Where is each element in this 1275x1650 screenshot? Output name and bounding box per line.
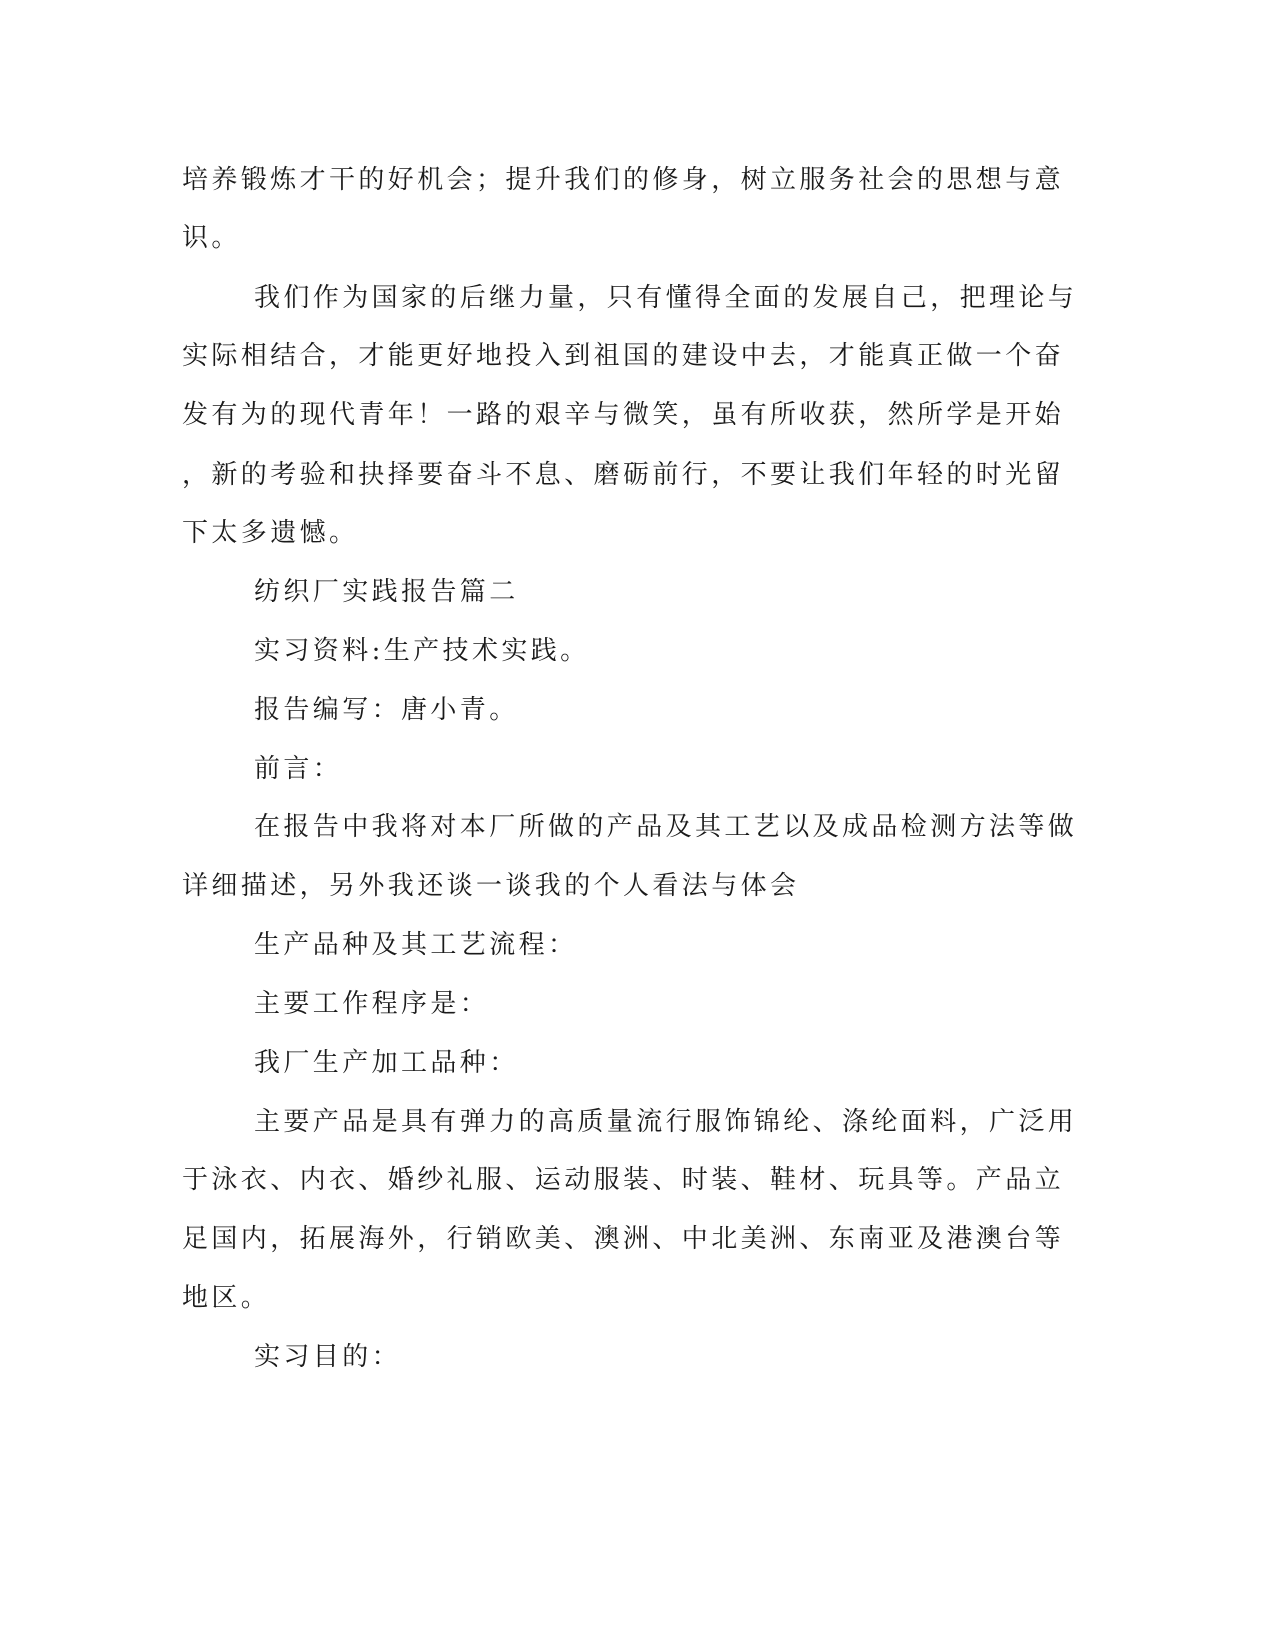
- paragraph-line: ，新的考验和抉择要奋斗不息、磨砺前行，不要让我们年轻的时光留: [182, 460, 1065, 490]
- paragraph-line: 实际相结合，才能更好地投入到祖国的建设中去，才能真正做一个奋: [182, 341, 1065, 371]
- paragraph-line: 我厂生产加工品种：: [254, 1048, 519, 1078]
- paragraph-line: 下太多遗憾。: [182, 518, 359, 548]
- paragraph-line: 地区。: [182, 1283, 271, 1313]
- paragraph-line: 实习资料:生产技术实践。: [254, 636, 590, 666]
- paragraph-line: 发有为的现代青年！一路的艰辛与微笑，虽有所收获，然所学是开始: [182, 400, 1065, 430]
- paragraph-line: 前言：: [254, 754, 343, 784]
- paragraph-line: 详细描述，另外我还谈一谈我的个人看法与体会: [182, 871, 800, 901]
- paragraph-line: 足国内，拓展海外，行销欧美、澳洲、中北美洲、东南亚及港澳台等: [182, 1224, 1065, 1254]
- paragraph-line: 报告编写：唐小青。: [254, 695, 519, 725]
- paragraph-line: 于泳衣、内衣、婚纱礼服、运动服装、时装、鞋材、玩具等。产品立: [182, 1165, 1065, 1195]
- paragraph-line: 识。: [182, 223, 241, 253]
- paragraph-line: 我们作为国家的后继力量，只有懂得全面的发展自己，把理论与: [254, 283, 1078, 313]
- paragraph-line: 主要工作程序是：: [254, 989, 490, 1019]
- paragraph-line: 培养锻炼才干的好机会；提升我们的修身，树立服务社会的思想与意: [182, 165, 1065, 195]
- paragraph-line: 主要产品是具有弹力的高质量流行服饰锦纶、涤纶面料，广泛用: [254, 1107, 1078, 1137]
- paragraph-line: 在报告中我将对本厂所做的产品及其工艺以及成品检测方法等做: [254, 812, 1078, 842]
- section-heading: 纺织厂实践报告篇二: [254, 577, 519, 607]
- paragraph-line: 生产品种及其工艺流程：: [254, 930, 578, 960]
- paragraph-line: 实习目的：: [254, 1342, 402, 1372]
